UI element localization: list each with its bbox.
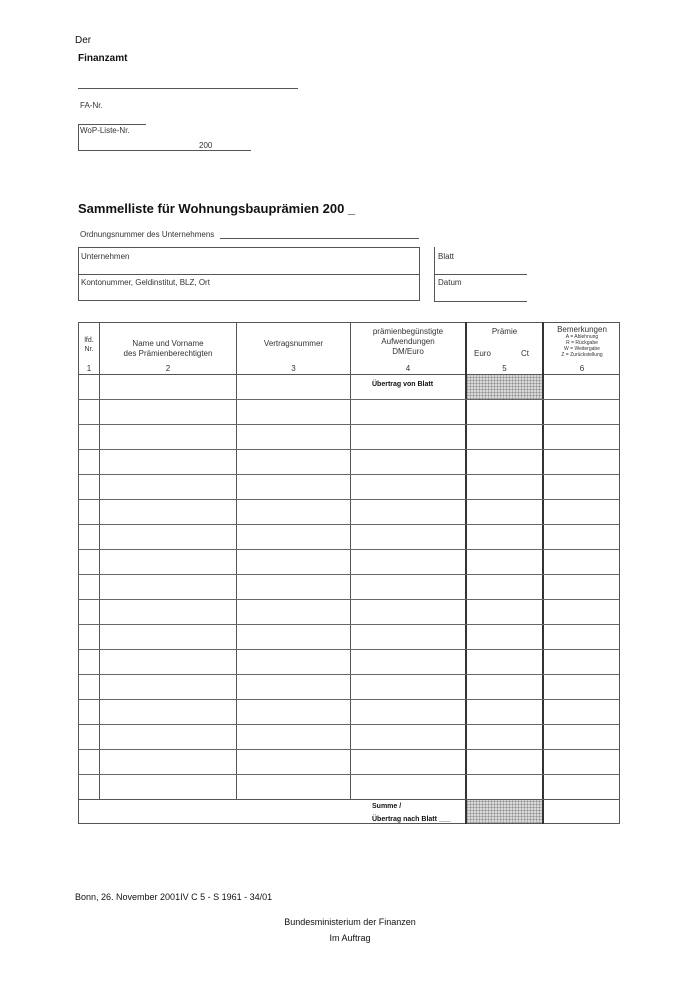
summe-label: Summe / — [372, 803, 402, 810]
table-row[interactable] — [78, 599, 619, 624]
der-label: Der — [75, 35, 92, 46]
col-number-1: 1 — [86, 364, 92, 373]
page-title: Sammelliste für Wohnungsbauprämien 200 _ — [78, 201, 356, 216]
col-header-bemerkungen: Bemerkungen — [557, 325, 607, 334]
legend-r: R = Rückgabe — [566, 340, 598, 346]
table-row[interactable] — [78, 449, 619, 474]
table-row[interactable] — [78, 649, 619, 674]
table-row[interactable] — [78, 774, 619, 799]
wop-year: 200 — [199, 141, 213, 150]
fa-nr-line — [78, 124, 146, 125]
uebertrag-von-blatt: Übertrag von Blatt — [372, 381, 434, 388]
col-number-5: 5 — [502, 364, 507, 373]
table-row[interactable] — [78, 424, 619, 449]
legend-w: W = Weitergabe — [564, 346, 600, 352]
table-row[interactable] — [78, 499, 619, 524]
col-header-name-2: des Prämienberechtigten — [123, 349, 213, 358]
col-number-2: 2 — [165, 364, 171, 373]
col-header-aufwendungen-2: Aufwendungen — [381, 337, 435, 346]
im-auftrag: Im Auftrag — [329, 933, 371, 943]
col-number-4: 4 — [405, 364, 411, 373]
datum-label: Datum — [438, 278, 462, 287]
table-row[interactable] — [78, 399, 619, 424]
table-row[interactable] — [78, 474, 619, 499]
col-header-lfd-nr: lfd. Nr. — [84, 337, 94, 353]
finanzamt-label: Finanzamt — [78, 53, 128, 64]
ordnungsnummer-label: Ordnungsnummer des Unternehmens — [80, 230, 215, 239]
col-header-ct: Ct — [521, 349, 529, 358]
wop-line — [78, 150, 251, 151]
col-header-aufwendungen-1: prämienbegünstigte — [372, 327, 444, 336]
ordnungsnummer-line — [220, 238, 419, 239]
col-number-3: 3 — [291, 364, 296, 373]
table-row[interactable] — [78, 699, 619, 724]
summe-shaded-cell — [467, 800, 542, 823]
place-date-reference: Bonn, 26. November 2001IV C 5 - S 1961 - 34/01 — [75, 892, 273, 902]
table-row[interactable] — [78, 524, 619, 549]
fa-nr-label: FA-Nr. — [80, 101, 103, 110]
finanzamt-line — [78, 88, 298, 89]
col-header-aufwendungen-3: DM/Euro — [392, 347, 424, 356]
table-row[interactable] — [78, 624, 619, 649]
wop-liste-label: WoP-Liste-Nr. — [80, 126, 130, 135]
legend-z: Z = Zurückstellung — [561, 352, 603, 358]
table-row[interactable] — [78, 574, 619, 599]
col-header-name-1: Name und Vorname — [132, 339, 204, 348]
col-number-6: 6 — [579, 364, 585, 373]
col-header-euro: Euro — [474, 349, 491, 358]
blatt-line — [434, 274, 527, 275]
ministry-name: Bundesministerium der Finanzen — [284, 917, 416, 927]
unternehmen-label: Unternehmen — [81, 252, 130, 261]
blatt-label: Blatt — [438, 252, 455, 261]
unternehmen-divider — [78, 274, 420, 275]
legend-a: A = Ablehnung — [565, 334, 599, 340]
uebertrag-nach-blatt: Übertrag nach Blatt ___ — [372, 816, 451, 823]
uebertrag-von-shaded-cell — [467, 375, 542, 399]
col-header-vertragsnummer: Vertragsnummer — [263, 339, 324, 348]
table-row[interactable] — [78, 749, 619, 774]
col-header-praemie: Prämie — [491, 327, 518, 336]
table-row[interactable] — [78, 549, 619, 574]
datum-line — [434, 301, 527, 302]
table-row[interactable] — [78, 674, 619, 699]
fa-box-left — [78, 124, 79, 150]
konto-label: Kontonummer, Geldinstitut, BLZ, Ort — [81, 278, 210, 287]
table-row[interactable] — [78, 724, 619, 749]
